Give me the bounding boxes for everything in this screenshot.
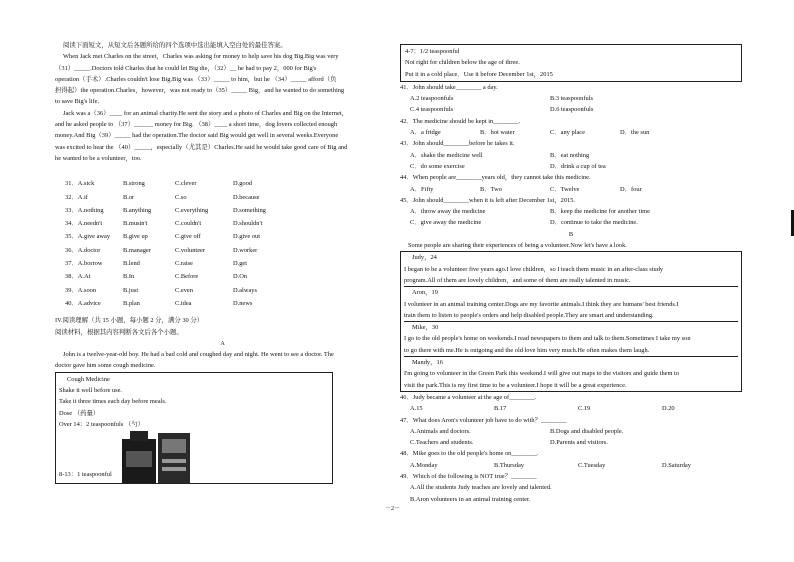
passage-line: operation（手术）.Charles couldn't lose Big.Big was （33）_____ to him，but he （34）_____ afford（负	[55, 75, 337, 83]
answer-option: D．continue to take the medicine.	[550, 219, 638, 227]
question-text: 49．Which of the following is NOT true？________	[400, 472, 537, 480]
question-text: 41．John should take________ a day.	[400, 83, 498, 91]
volunteer-text: I began to be a volunteer five years ago.I love children，so I teach them music in an after-class study	[404, 265, 664, 273]
volunteer-text: program.All of them are lovely children，and some of them are really talented in music.	[404, 276, 631, 284]
question-49	[400, 471, 742, 505]
volunteer-text: train them to listen to people's orders and help disabled people.They are smart and understanding.	[404, 311, 654, 319]
answer-option: A.All the students Judy teaches are lovely and talented.	[410, 484, 552, 492]
medicine-label-box	[55, 372, 333, 484]
question-47	[400, 415, 742, 449]
option-row	[65, 271, 390, 282]
question-text: 43．John should________before he takes it.	[400, 140, 515, 148]
option-row	[65, 218, 390, 229]
option-row	[65, 205, 390, 216]
volunteer-entry	[404, 252, 738, 287]
answer-option: B.17	[494, 405, 507, 413]
option: C.Before	[175, 273, 199, 281]
answer-option: A．a fridge	[410, 129, 441, 137]
option-row	[65, 231, 390, 242]
label-footer: 8-13：1 teaspoonful	[59, 471, 112, 479]
option-row	[65, 258, 390, 269]
part-a-label: A	[220, 339, 225, 347]
option: D.shouldn't	[233, 220, 263, 228]
answer-option: A．shake the medicine well	[410, 151, 483, 159]
answer-option: D．drink a cup of tea	[550, 162, 606, 170]
answer-option: D.20	[662, 405, 675, 413]
option: B.In	[123, 273, 135, 281]
option: C.raise	[175, 260, 193, 268]
answer-option: C.19	[578, 405, 591, 413]
answer-option: C.4 teaspoonfuls	[410, 106, 453, 114]
question-42	[400, 116, 742, 139]
question-text: 44．When people are________years old，they cannot take this medicine.	[400, 174, 591, 182]
option-row	[65, 298, 390, 309]
option: C.clever	[175, 180, 197, 188]
left-column	[55, 40, 390, 484]
option: D.give out	[233, 233, 260, 241]
passage-line: and he asked people to （37）______ money for Big．（38）____ a short time，dog lovers collected enough	[55, 121, 338, 129]
answer-option: B.Dogs and disabled people.	[550, 427, 624, 435]
option: B.manager	[123, 246, 151, 254]
option: D.always	[233, 286, 257, 294]
label-line: 4-7：1/2 teaspoonful	[405, 48, 460, 55]
volunteer-entry	[404, 357, 738, 391]
answer-option: C.Tuesday	[578, 461, 606, 469]
answer-option: C．give away the medicine	[410, 219, 482, 227]
question-45	[400, 195, 742, 229]
volunteer-text: visit the park.This is my first time to be a volunteer.I hope it will be a great experience.	[404, 381, 627, 389]
option: 40．A.advice	[65, 299, 101, 307]
option-row	[65, 178, 390, 189]
option: D.On	[233, 273, 248, 281]
volunteer-name: Mandy，16	[412, 359, 443, 367]
option: 35．A.give away	[65, 233, 111, 241]
option: C.give off	[175, 233, 201, 241]
option: 34．A.needn't	[65, 220, 103, 228]
question-text: 45．John should________when it is left after December 1st，2015.	[400, 196, 576, 204]
option: D.worker	[233, 246, 258, 254]
option: B.plan	[123, 299, 140, 307]
answer-option: D.Parents and visitors.	[550, 439, 608, 447]
volunteer-name: Aron，19	[412, 289, 438, 297]
part-b-label: B	[568, 230, 574, 238]
volunteer-text: I volunteer in an animal training center.Dogs are my favorite animals.I think they are humans' best friends.I	[404, 300, 679, 308]
volunteer-name: Mike，30	[412, 324, 439, 332]
volunteer-box	[400, 251, 742, 392]
answer-option: A．throw away the medicine	[410, 208, 486, 216]
label-line: Take it three times each day before meals.	[59, 398, 167, 406]
question-46	[400, 392, 742, 415]
answer-option: D．four	[620, 185, 642, 193]
option: 31．A.sick	[65, 180, 95, 188]
option: C.so	[175, 193, 187, 201]
volunteer-name: Judy，24	[412, 254, 437, 262]
passage-line: money.And Big（39）_____ had the operation.The doctor said Big would get well in several weeks.Everyone	[55, 132, 339, 140]
answer-option: B.Thursday	[494, 461, 524, 469]
cloze-options	[55, 178, 390, 309]
question-41	[400, 82, 742, 116]
answer-option: D.6 teaspoonfuls	[550, 106, 594, 114]
volunteer-text: to go there with me.He is outgoing and the old love him very much.He often makes them laugh.	[404, 346, 650, 354]
option: 37．A.borrow	[65, 260, 103, 268]
option: D.good	[233, 180, 252, 188]
answer-option: D.Saturday	[662, 461, 691, 469]
option: B.just	[123, 286, 139, 294]
story-line: John is a twelve-year-old boy. He had a bad cold and coughed day and night. He went to see a doctor. The	[63, 351, 334, 359]
label-line: Not right for children below the age of three.	[405, 59, 520, 67]
medicine-label-continued	[400, 44, 742, 82]
option: B.strong	[123, 180, 145, 188]
medicine-bottle-icon	[116, 429, 194, 485]
answer-option: C．any place	[550, 129, 585, 137]
answer-option: A.15	[410, 405, 423, 413]
option: 38．A.At	[65, 273, 91, 281]
option: B.anything	[123, 206, 152, 214]
label-line: Put it in a cold place．Use it before December 1st，2015	[405, 70, 553, 78]
answer-option: C．do some exercise	[410, 162, 465, 170]
passage-line: （31）_____.Doctors told Charles that he could let Big die，（32）__ he had to pay 2，000 for Big's	[55, 64, 317, 72]
question-43	[400, 138, 742, 172]
page-number: －2－	[385, 506, 401, 512]
label-line: Shake it well before use.	[59, 387, 122, 395]
volunteer-text: I'm going to volunteer in the Green Park this weekend.I will give out maps to the visitors and guide them to	[404, 370, 680, 378]
answer-option: A．Fifty	[410, 185, 434, 193]
answer-option: B．Two	[480, 185, 502, 193]
cloze-instruction: 阅读下面短文，从短文后各题所给的四个选项中选出能填入空白处的最佳答案。	[63, 42, 287, 49]
passage-line: 担得起）the operation.Charles，however，was not ready to（35）_____ Big，and he wanted to do something	[55, 87, 345, 95]
question-text: 47．What does Aron's volunteer job have to do with？________	[400, 416, 567, 424]
label-line: Over 14：2 teaspoonfuls （勺）	[59, 420, 145, 428]
passage-line: he wanted to be a volunteer，too.	[55, 154, 142, 162]
question-48	[400, 448, 742, 471]
option: 32．A.if	[65, 193, 88, 201]
volunteer-text: I go to the old people's home on weekends.I read newspapers to them and talk to them.Sometimes I take my son	[404, 335, 691, 343]
answer-option: A.Monday	[410, 461, 438, 469]
passage-line: to save Big's life.	[55, 98, 100, 106]
cloze-passage	[55, 51, 390, 164]
answer-option: C．Twelve	[550, 185, 580, 193]
section-title: IV.阅读理解（共 15 小题，每小题 2 分，满分 30 分）	[55, 317, 204, 325]
question-text: 48．Mike goes to the old people's home on________.	[400, 450, 539, 458]
option: B.mustn't	[123, 220, 148, 228]
option: B.give up	[123, 233, 148, 241]
answer-option: A.2 teaspoonfuls	[410, 95, 454, 103]
answer-option: B．hot water	[480, 129, 515, 137]
option: C.idea	[175, 299, 192, 307]
option: C.even	[175, 286, 193, 294]
option: D.news	[233, 299, 253, 307]
answer-option: B．keep the medicine for another time	[550, 208, 650, 216]
question-text: 46．Judy became a volunteer at the age of________.	[400, 393, 537, 401]
question-text: 42．The medicine should be kept in________.	[400, 117, 521, 125]
option: 36．A.doctor	[65, 246, 101, 254]
option: D.because	[233, 193, 260, 201]
passage-line: When Jack met Charles on the street，Charles was asking for money to help save his dog Big.Big was very	[63, 53, 339, 61]
volunteer-entry	[404, 322, 738, 357]
option-row	[65, 245, 390, 256]
option: C.volunteer	[175, 246, 205, 254]
answer-option: C.Teachers and students.	[410, 439, 474, 447]
option: C.couldn't	[175, 220, 202, 228]
answer-option: B.3 teaspoonfuls	[550, 95, 593, 103]
right-column	[400, 44, 742, 505]
passage-line: was excited to hear the （40）_____，especially（尤其是）Charles.He said he would take good care of Big and	[55, 143, 348, 151]
option: 33．A.nothing	[65, 206, 104, 214]
answer-option: A.Animals and doctors.	[410, 427, 471, 435]
section-subtitle: 阅读材料，根据其内容判断各文后各个小题。	[55, 328, 183, 336]
answer-option: B.Aron volunteers in an animal training center.	[410, 495, 531, 503]
option: 39．A.soon	[65, 286, 97, 294]
option-row	[65, 285, 390, 296]
part-b-intro: Some people are sharing their experiences of being a volunteer.Now let's have a look.	[408, 242, 627, 250]
question-44	[400, 172, 742, 195]
option: D.get	[233, 260, 248, 268]
answer-option: B．eat nothing	[550, 151, 590, 159]
option: B.or	[123, 193, 135, 201]
passage-line: Jack was a（36）____ for an animal charity.He sent the story and a photo of Charles and Big on the Internet，	[63, 109, 348, 117]
option-row	[65, 192, 390, 203]
label-line: Dose （药量）	[59, 409, 100, 417]
volunteer-entry	[404, 287, 738, 322]
option: D.something	[233, 206, 266, 214]
answer-option: D．the sun	[620, 129, 650, 137]
label-title: Cough Medicine	[67, 375, 110, 383]
option: C.everything	[175, 206, 209, 214]
option: B.lend	[123, 260, 140, 268]
story-line: doctor gave him some cough medicine.	[55, 362, 156, 370]
